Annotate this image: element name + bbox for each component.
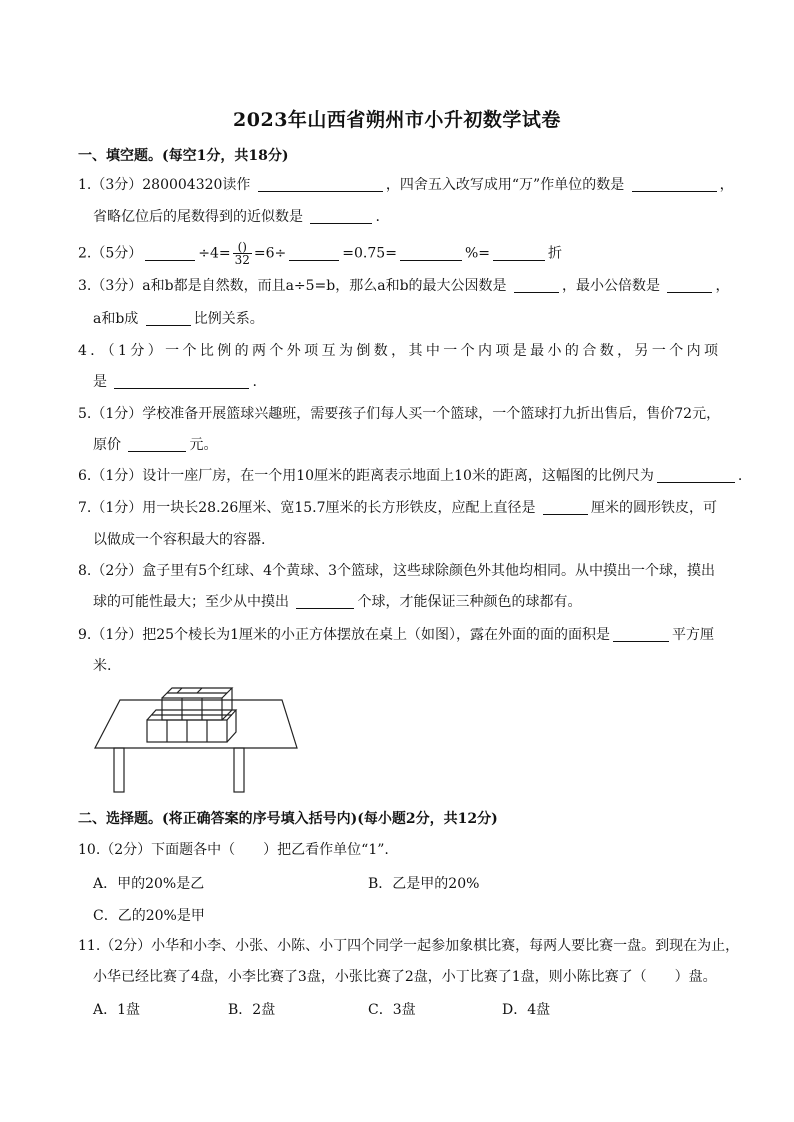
answer-blank [632,177,717,192]
option-a: A．甲的20%是乙 [93,876,205,892]
answer-blank [667,278,712,293]
table-leg-right [234,748,244,792]
answer-blank [657,468,735,483]
answer-blank [258,177,383,192]
question-9-line-2: 米. [93,658,112,674]
question-6: 6.（1分）设计一座厂房，在一个用10厘米的距离表示地面上10米的距离，这幅图的比例尺为 . [78,468,743,484]
option-c: C．乙的20%是甲 [93,908,205,924]
answer-blank [289,246,339,261]
page-title: 2023年山西省朔州市小升初数学试卷 [233,109,561,131]
question-8-line-2: 球的可能性最大；至少从中摸出 个球，才能保证三种颜色的球都有。 [93,594,582,610]
answer-blank [114,374,249,389]
option-b: B．乙是甲的20% [368,876,480,892]
answer-blank [146,311,191,326]
question-2: 2.（5分） ÷4= $\frac{()}{32}$ =6÷ =0.75= %= 折 [78,240,562,267]
answer-blank [128,437,186,452]
option-d: D．4盘 [502,1002,551,1018]
answer-blank [543,500,588,515]
question-1-line-1: 1.（3分）280004320读作 ，四舍五入改写成用“万”作单位的数是 ， [78,177,734,193]
question-3-line-1: 3.（3分）a和b都是自然数，而且a÷5=b，那么a和b的最大公因数是 ，最小公倍数是 ， [78,278,730,294]
question-9-line-1: 9.（1分）把25个棱长为1厘米的小正方体摆放在桌上（如图），露在外面的面的面积是 平方厘 [78,627,714,643]
answer-blank [493,246,545,261]
table-top [95,700,297,748]
section-fill-blank: 一、填空题。(每空1分，共18分) [78,148,289,164]
answer-blank [296,594,354,609]
question-7-line-1: 7.（1分）用一块长28.26厘米、宽15.7厘米的长方形铁皮，应配上直径是 厘米的圆形铁皮，可 [78,500,717,516]
question-1-line-2: 省略亿位后的尾数得到的近似数是 . [93,209,380,225]
question-11-line-2: 小华已经比赛了4盘，小李比赛了3盘，小张比赛了2盘，小丁比赛了1盘，则小陈比赛了（ ）盘。 [93,969,717,985]
question-8-line-1: 8.（2分）盒子里有5个红球、4个黄球、3个篮球，这些球除颜色外其他均相同。从中摸出一个球，摸出 [78,563,715,579]
fraction: $\frac{()}{32}$ [234,240,250,267]
answer-blank [514,278,559,293]
question-5-line-2: 原价 元。 [93,437,218,453]
question-4-line-2: 是 . [93,374,257,390]
question-7-line-2: 以做成一个容积最大的容器. [93,532,266,548]
option-b: B．2盘 [228,1002,276,1018]
cubes-on-table-figure [92,680,302,795]
question-5-line-1: 5.（1分）学校准备开展篮球兴趣班，需要孩子们每人买一个篮球，一个篮球打九折出售后，售价72元， [78,406,721,422]
option-c: C．3盘 [368,1002,416,1018]
answer-blank [400,246,462,261]
question-11-line-1: 11.（2分）小华和小李、小张、小陈、小丁四个同学一起参加象棋比赛，每两人要比赛一盘。到现在为止， [78,938,740,954]
cube-layer-top [162,698,222,720]
question-4-line-1: 4．（1分）一个比例的两个外项互为倒数，其中一个内项是最小的合数，另一个内项 [78,343,718,359]
question-10: 10.（2分）下面题各中（ ）把乙看作单位“1”. [78,842,389,858]
option-a: A．1盘 [93,1002,141,1018]
answer-blank [613,627,669,642]
question-3-line-2: a和b成 比例关系。 [93,311,264,327]
section-multiple-choice: 二、选择题。(将正确答案的序号填入括号内)(每小题2分，共12分) [78,811,498,827]
answer-blank [145,246,195,261]
answer-blank [310,209,372,224]
table-leg-left [114,748,124,792]
